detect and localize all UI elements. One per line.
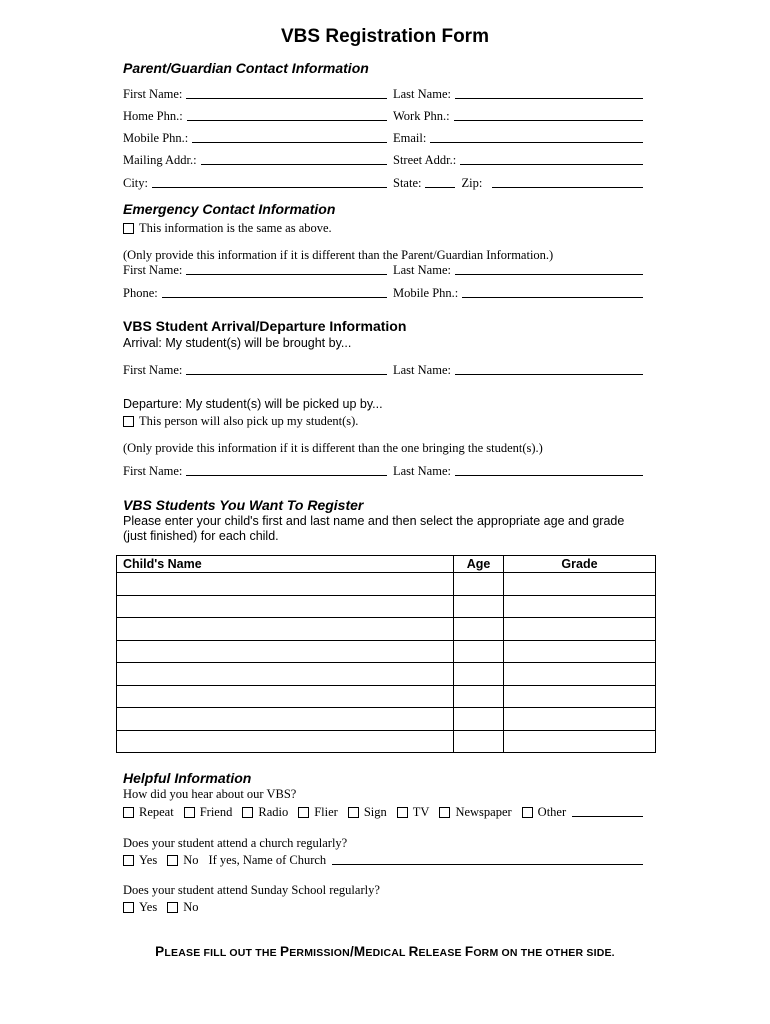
arrival-section-heading: VBS Student Arrival/Departure Information (123, 318, 407, 334)
grade-cell[interactable] (504, 730, 656, 753)
sunday-no-label: No (183, 900, 199, 914)
church-question: Does your student attend a church regularly? (123, 836, 348, 850)
option-flier[interactable] (298, 805, 338, 820)
hear-options-row (123, 805, 643, 820)
grade-cell[interactable] (504, 685, 656, 708)
child-name-cell[interactable] (117, 573, 454, 596)
footer-text: R (408, 944, 419, 959)
flier-label: Flier (314, 805, 338, 819)
emergency-same-checkbox[interactable] (123, 223, 134, 234)
departure-first-name-label: First Name: (123, 464, 183, 478)
friend-label: Friend (199, 805, 233, 819)
child-name-cell[interactable] (117, 663, 454, 686)
sunday-yes-label: Yes (139, 900, 158, 914)
parent-last-name-field[interactable] (455, 87, 643, 99)
students-table-header (117, 556, 656, 573)
grade-cell[interactable] (504, 573, 656, 596)
table-row (117, 730, 656, 753)
footer-text: P (280, 944, 290, 959)
church-name-label: If yes, Name of Church (208, 853, 327, 867)
other-label: Other (537, 805, 567, 819)
students-section-heading: VBS Students You Want To Register (123, 497, 364, 513)
emergency-phone-field[interactable] (162, 286, 387, 298)
col-age: Age (454, 556, 504, 573)
departure-last-name-field[interactable] (455, 464, 643, 476)
emergency-note: (Only provide this information if it is different than the Parent/Guardian Information.) (123, 248, 554, 262)
church-yes-option[interactable] (123, 853, 157, 868)
child-name-cell[interactable] (117, 685, 454, 708)
state-field[interactable] (425, 176, 455, 188)
sunday-answer-row (123, 900, 208, 915)
footer-text: EDICAL (365, 947, 409, 959)
mobile-phone-label: Mobile Phn.: (123, 131, 189, 145)
work-phone-field[interactable] (454, 109, 643, 121)
home-phone-label: Home Phn.: (123, 109, 183, 123)
departure-name-row (123, 464, 643, 479)
church-no-option[interactable] (167, 853, 198, 868)
church-no-checkbox[interactable] (167, 855, 178, 866)
table-row (117, 685, 656, 708)
parent-phone-row (123, 109, 643, 124)
age-cell[interactable] (454, 663, 504, 686)
parent-last-name-label: Last Name: (393, 87, 451, 101)
grade-cell[interactable] (504, 640, 656, 663)
city-label: City: (123, 176, 149, 190)
emergency-same-label: This information is the same as above. (139, 221, 332, 235)
age-cell[interactable] (454, 595, 504, 618)
sunday-yes-option[interactable] (123, 900, 157, 915)
mailing-addr-label: Mailing Addr.: (123, 153, 197, 167)
arrival-last-name-label: Last Name: (393, 363, 451, 377)
email-field[interactable] (430, 131, 643, 143)
option-newspaper[interactable] (439, 805, 511, 820)
arrival-name-row (123, 363, 643, 378)
helpful-section-heading: Helpful Information (123, 770, 252, 786)
option-other[interactable] (522, 805, 566, 820)
departure-first-name-field[interactable] (186, 464, 387, 476)
option-sign[interactable] (348, 805, 387, 820)
grade-cell[interactable] (504, 708, 656, 731)
other-checkbox[interactable] (522, 807, 533, 818)
sign-checkbox[interactable] (348, 807, 359, 818)
child-name-cell[interactable] (117, 708, 454, 731)
radio-checkbox[interactable] (242, 807, 253, 818)
sunday-no-checkbox[interactable] (167, 902, 178, 913)
tv-checkbox[interactable] (397, 807, 408, 818)
option-repeat[interactable] (123, 805, 174, 820)
departure-same-label: This person will also pick up my student(s). (139, 414, 359, 428)
departure-line: Departure: My student(s) will be picked up by... (123, 397, 383, 411)
sunday-school-question: Does your student attend Sunday School regularly? (123, 883, 380, 897)
radio-label: Radio (258, 805, 289, 819)
option-friend[interactable] (184, 805, 233, 820)
parent-first-name-label: First Name: (123, 87, 183, 101)
footer-text: /M (349, 944, 366, 959)
emergency-first-name-field[interactable] (186, 263, 387, 275)
footer-text: LEASE FILL OUT THE (164, 947, 280, 959)
emergency-last-name-label: Last Name: (393, 263, 451, 277)
other-field[interactable] (572, 805, 643, 817)
sunday-yes-checkbox[interactable] (123, 902, 134, 913)
footer-text: ERMISSION (289, 947, 350, 959)
age-cell[interactable] (454, 730, 504, 753)
friend-checkbox[interactable] (184, 807, 195, 818)
email-label: Email: (393, 131, 427, 145)
footer-text: ORM ON THE OTHER SIDE. (473, 947, 615, 959)
sunday-no-option[interactable] (167, 900, 198, 915)
zip-field[interactable] (492, 176, 643, 188)
col-grade: Grade (504, 556, 656, 573)
emergency-same-row (123, 221, 332, 236)
repeat-checkbox[interactable] (123, 807, 134, 818)
option-radio[interactable] (242, 805, 288, 820)
age-cell[interactable] (454, 640, 504, 663)
newspaper-checkbox[interactable] (439, 807, 450, 818)
footer-text: ELEASE (418, 947, 465, 959)
students-table (116, 555, 656, 753)
form-title: VBS Registration Form (281, 26, 489, 47)
tv-label: TV (412, 805, 430, 819)
departure-same-checkbox[interactable] (123, 416, 134, 427)
emergency-phone-row (123, 286, 643, 301)
church-answer-row (123, 853, 643, 868)
sign-label: Sign (363, 805, 387, 819)
arrival-last-name-field[interactable] (455, 363, 643, 375)
city-field[interactable] (152, 176, 387, 188)
parent-section-heading: Parent/Guardian Contact Information (123, 60, 369, 76)
grade-cell[interactable] (504, 595, 656, 618)
parent-city-row (123, 176, 643, 191)
footer-text: F (464, 944, 474, 959)
emergency-phone-label: Phone: (123, 286, 158, 300)
emergency-section-heading: Emergency Contact Information (123, 201, 336, 217)
state-label: State: (393, 176, 422, 190)
newspaper-label: Newspaper (455, 805, 512, 819)
table-row (117, 573, 656, 596)
parent-address-row (123, 153, 643, 168)
child-name-cell[interactable] (117, 618, 454, 641)
child-name-cell[interactable] (117, 595, 454, 618)
zip-label: Zip: (461, 176, 483, 190)
child-name-cell[interactable] (117, 730, 454, 753)
age-cell[interactable] (454, 573, 504, 596)
table-row (117, 618, 656, 641)
child-name-cell[interactable] (117, 640, 454, 663)
emergency-mobile-label: Mobile Phn.: (393, 286, 459, 300)
parent-first-name-field[interactable] (186, 87, 387, 99)
arrival-line: Arrival: My student(s) will be brought by... (123, 336, 352, 350)
parent-name-row (123, 87, 643, 102)
option-tv[interactable] (397, 805, 430, 820)
grade-cell[interactable] (504, 663, 656, 686)
table-row (117, 640, 656, 663)
emergency-mobile-field[interactable] (462, 286, 643, 298)
emergency-name-row (123, 263, 643, 278)
repeat-label: Repeat (139, 805, 174, 819)
footer-text: P (155, 944, 165, 959)
departure-same-row (123, 414, 358, 429)
grade-cell[interactable] (504, 618, 656, 641)
students-instructions-1: Please enter your child's first and last name and then select the appropriate age and grade (123, 514, 625, 528)
arrival-first-name-label: First Name: (123, 363, 183, 377)
street-addr-label: Street Addr.: (393, 153, 457, 167)
church-no-label: No (183, 853, 199, 867)
table-row (117, 708, 656, 731)
street-addr-field[interactable] (460, 153, 643, 165)
footer-notice (0, 944, 770, 959)
age-cell[interactable] (454, 685, 504, 708)
age-cell[interactable] (454, 708, 504, 731)
age-cell[interactable] (454, 618, 504, 641)
table-row (117, 595, 656, 618)
table-row (117, 663, 656, 686)
mobile-phone-field[interactable] (192, 131, 387, 143)
parent-mobile-row (123, 131, 643, 146)
flier-checkbox[interactable] (298, 807, 309, 818)
work-phone-label: Work Phn.: (393, 109, 450, 123)
arrival-first-name-field[interactable] (186, 363, 387, 375)
departure-last-name-label: Last Name: (393, 464, 451, 478)
students-instructions-2: (just finished) for each child. (123, 529, 279, 543)
hear-question: How did you hear about our VBS? (123, 787, 297, 801)
departure-note: (Only provide this information if it is different than the one bringing the student(s).) (123, 441, 543, 455)
emergency-last-name-field[interactable] (455, 263, 643, 275)
church-yes-label: Yes (139, 853, 158, 867)
emergency-first-name-label: First Name: (123, 263, 183, 277)
mailing-addr-field[interactable] (201, 153, 387, 165)
home-phone-field[interactable] (187, 109, 387, 121)
col-childs-name: Child's Name (117, 556, 454, 573)
church-yes-checkbox[interactable] (123, 855, 134, 866)
church-name-field[interactable] (332, 853, 643, 865)
